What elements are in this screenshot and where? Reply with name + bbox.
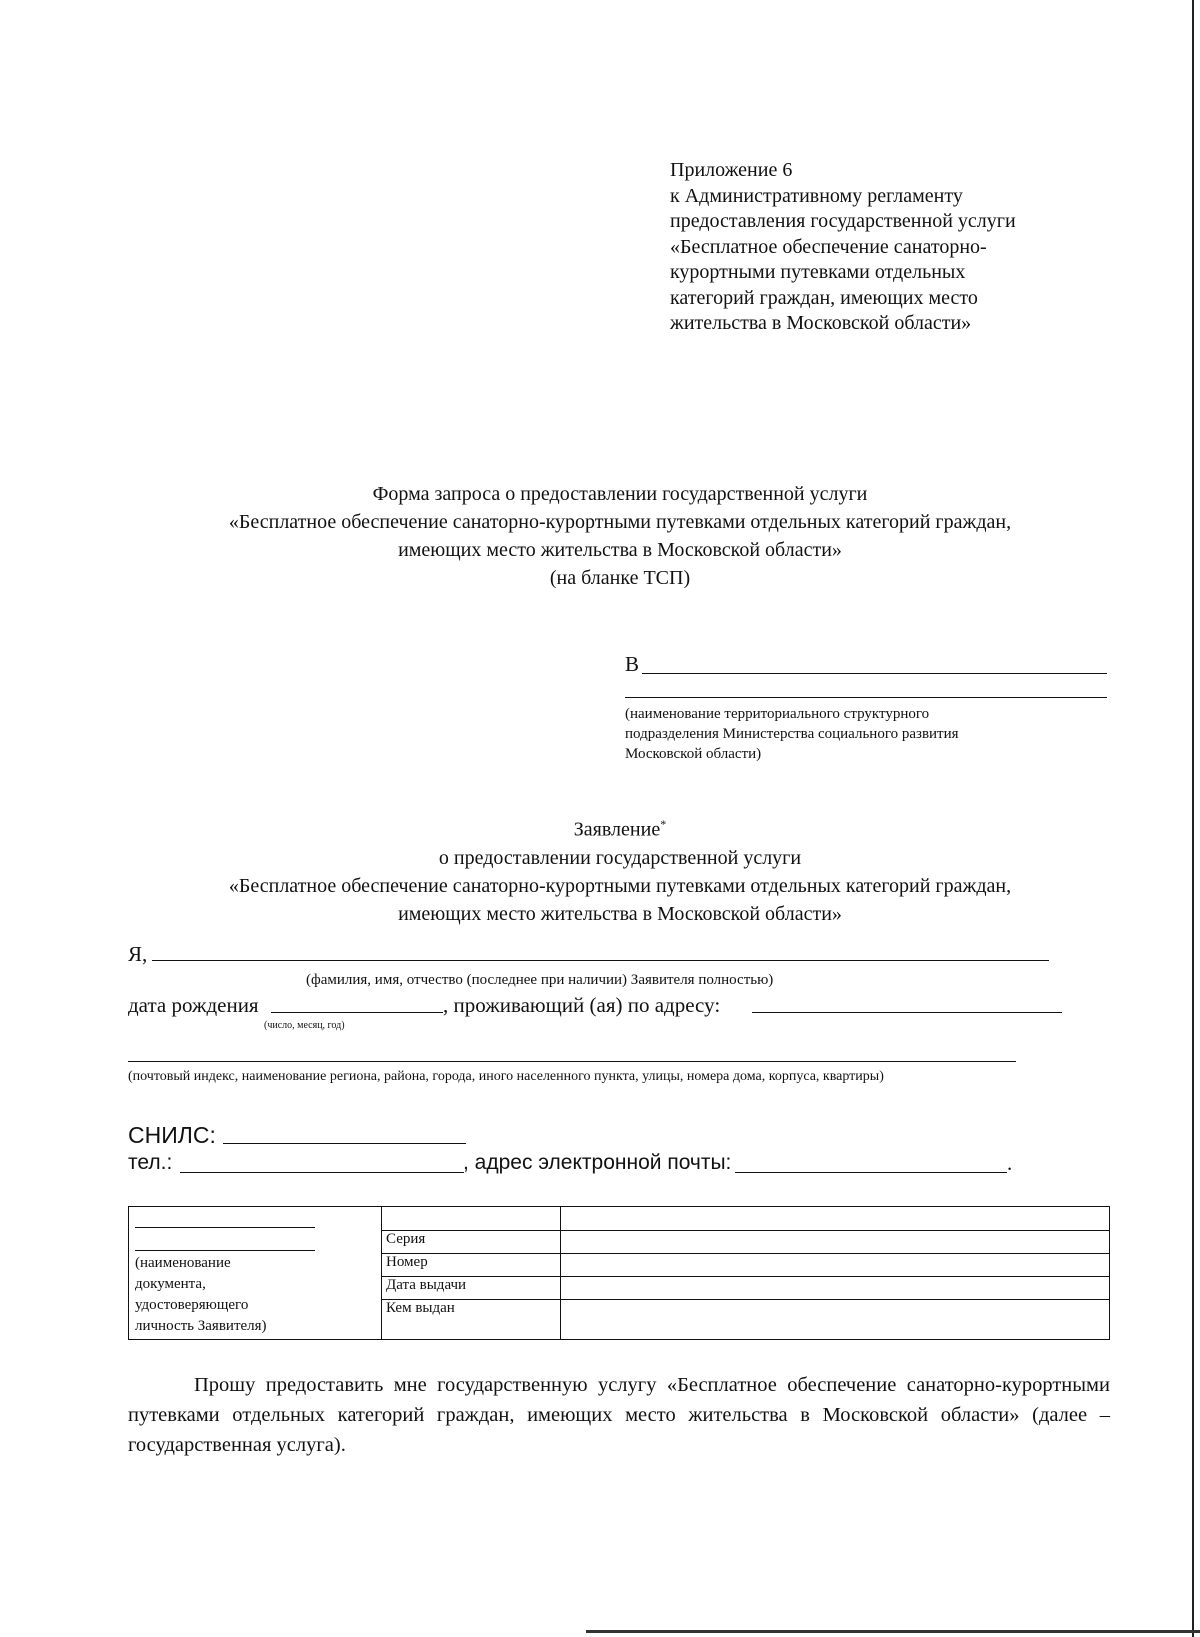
recipient-line[interactable] [642, 673, 1107, 674]
table-value-cell[interactable] [561, 1207, 1110, 1231]
dob-label: дата рождения [128, 993, 259, 1017]
form-title-line: имеющих место жительства в Московской области» [398, 539, 842, 561]
doc-caption: (наименование документа, удостоверяющего личность Заявителя) [135, 1255, 267, 1334]
table-label-cell: Дата выдачи [382, 1277, 561, 1300]
statement-heading [0, 810, 1200, 844]
phone-label: тел.: [128, 1151, 173, 1174]
recipient-prefix: В [625, 652, 640, 676]
doc-name-line[interactable] [135, 1213, 315, 1228]
appendix-line: курортными путевками отдельных [670, 261, 966, 283]
table-label-cell: Кем выдан [382, 1300, 561, 1340]
dob-caption: (число, месяц, год) [264, 1020, 345, 1031]
doc-name-line-2[interactable] [135, 1228, 315, 1251]
fio-field[interactable] [152, 960, 1049, 961]
address-caption: (почтовый индекс, наименование региона, района, города, иного населенного пункта, улицы, номера дома, корпуса, квартиры) [128, 1069, 884, 1084]
form-title-line: (на бланке ТСП) [549, 567, 691, 589]
statement-line: о предоставлении государственной услуги [438, 846, 802, 869]
address-field[interactable] [752, 1012, 1062, 1013]
statement-line: «Бесплатное обеспечение санаторно-курортными путевками отдельных категорий граждан, [228, 874, 1012, 897]
statement-title [0, 810, 1200, 928]
table-label-cell: Номер [382, 1254, 561, 1277]
scan-edge [1192, 0, 1194, 1637]
form-title-line: Форма запроса о предоставлении государственной услуги [372, 483, 868, 505]
snils-label: СНИЛС: [128, 1122, 216, 1148]
request-text: Прошу предоставить мне государственную услугу «Бесплатное обеспечение санаторно-курортными путевками отдельных категорий граждан, имеющих место жительства в Московской области» (далее – государственная услуга). [128, 1374, 1110, 1456]
recipient-caption-line: Московской области) [625, 746, 762, 762]
appendix-line: к Административному регламенту [670, 184, 963, 207]
recipient-line-2[interactable] [625, 697, 1107, 698]
statement-heading-text: Заявление [573, 818, 661, 841]
form-title-line: «Бесплатное обеспечение санаторно-курортными путевками отдельных категорий граждан, [228, 511, 1012, 533]
series-value[interactable] [561, 1231, 1110, 1254]
issue-date-value[interactable] [561, 1277, 1110, 1300]
footnote-mark: * [660, 817, 667, 831]
dob-field[interactable] [271, 1012, 443, 1013]
applicant-i-label: Я, [128, 942, 148, 966]
appendix-header [670, 158, 1120, 337]
email-end: . [1007, 1151, 1013, 1175]
email-field[interactable] [735, 1172, 1007, 1173]
number-value[interactable] [561, 1254, 1110, 1277]
table-label-cell: Серия [382, 1231, 561, 1254]
appendix-line: жительства в Московской области» [670, 312, 972, 334]
table-label-cell [382, 1207, 561, 1231]
doc-name-cell[interactable] [129, 1207, 382, 1340]
snils-field[interactable] [223, 1143, 466, 1144]
issued-by-value[interactable] [561, 1300, 1110, 1340]
scan-edge-bottom [586, 1630, 1200, 1633]
appendix-line: «Бесплатное обеспечение санаторно- [670, 235, 987, 258]
recipient-caption-line: (наименование территориального структурного [625, 706, 930, 722]
request-paragraph [128, 1370, 1110, 1460]
address-label: , проживающий (ая) по адресу: [443, 993, 721, 1017]
statement-line: имеющих место жительства в Московской области» [398, 902, 842, 925]
email-label: , адрес электронной почты: [463, 1151, 732, 1174]
phone-field[interactable] [180, 1172, 464, 1173]
appendix-line: Приложение 6 [670, 159, 793, 181]
id-document-table [128, 1206, 1110, 1340]
recipient-caption-line: подразделения Министерства социального развития [625, 726, 959, 742]
appendix-line: предоставления государственной услуги [670, 210, 1016, 232]
form-title [0, 480, 1200, 592]
appendix-line: категорий граждан, имеющих место [670, 286, 978, 309]
fio-caption: (фамилия, имя, отчество (последнее при наличии) Заявителя полностью) [306, 972, 774, 988]
address-field-2[interactable] [128, 1061, 1016, 1062]
recipient-caption [625, 704, 1105, 764]
